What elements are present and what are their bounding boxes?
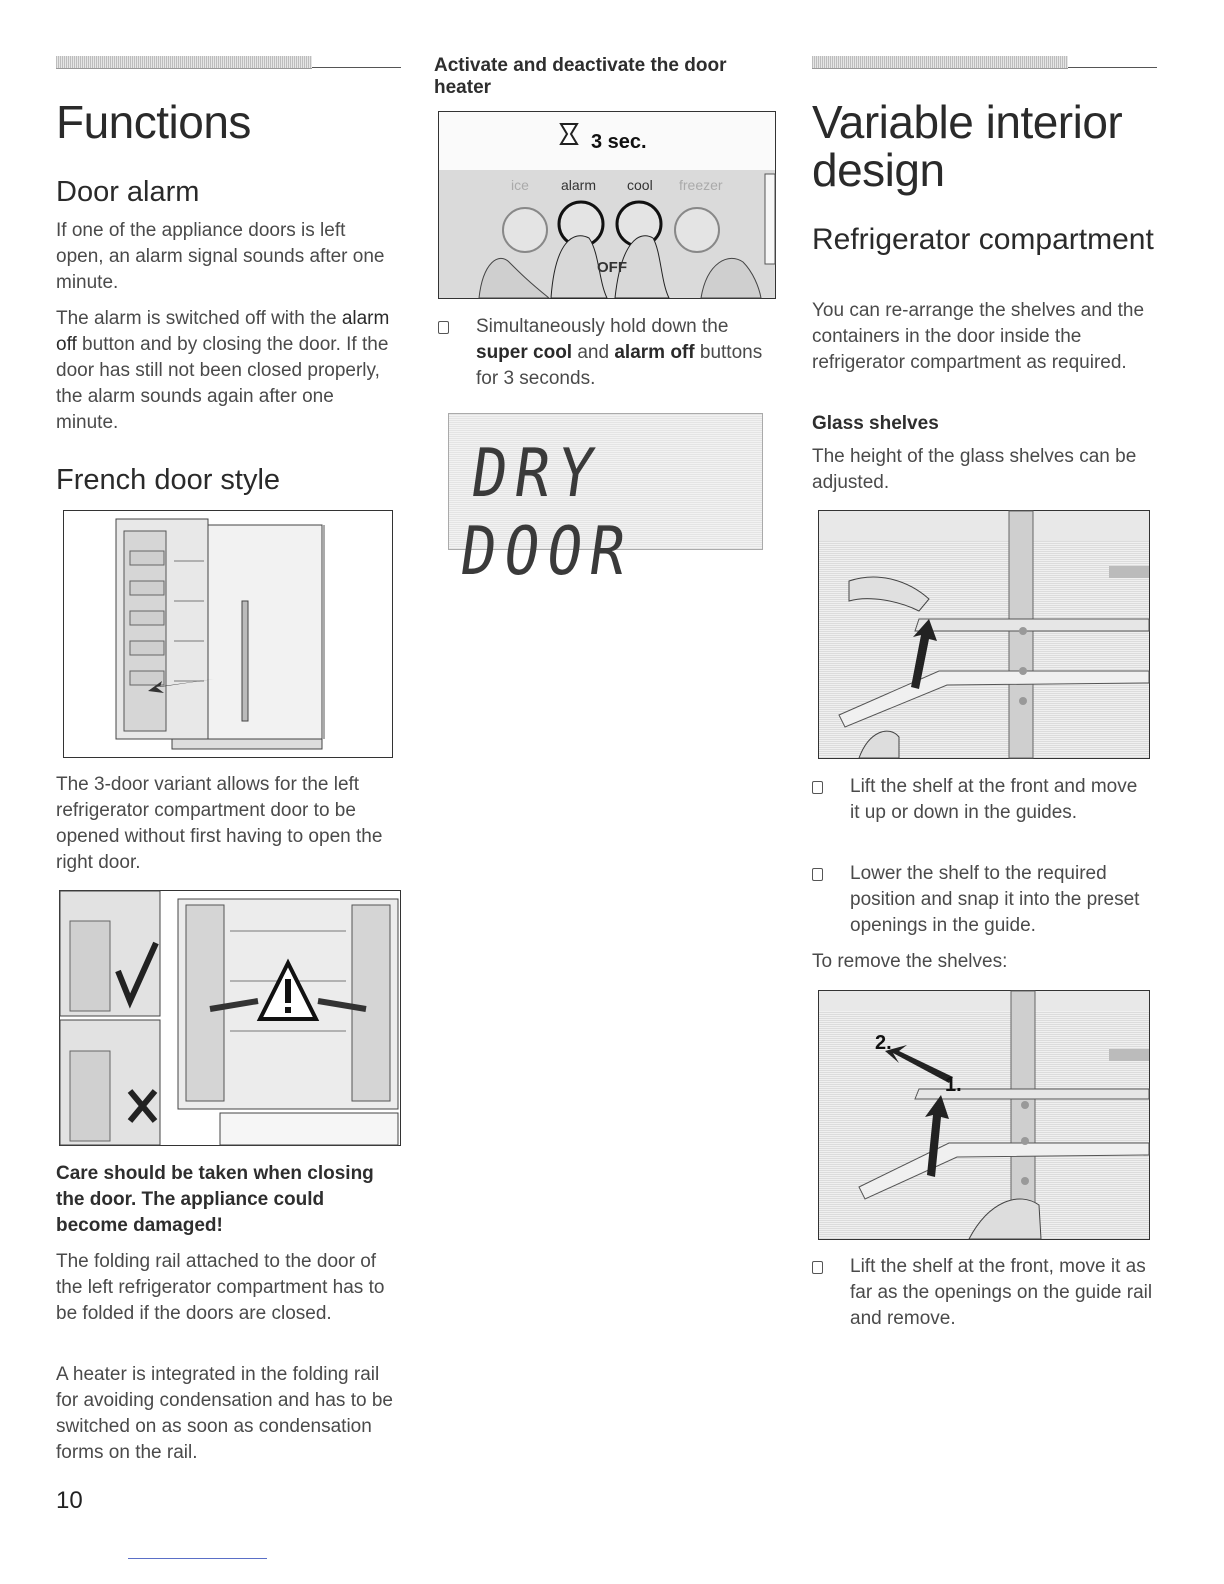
display-text: DRY DOOR (456, 433, 639, 591)
section-rule (56, 56, 401, 68)
french-door-illustration (63, 510, 393, 758)
glass-shelves-heading: Glass shelves (812, 413, 939, 434)
section-title: Variable interior design (812, 96, 1123, 196)
step-label-2: 2. (875, 1032, 892, 1054)
panel-label-freezer: freezer (679, 177, 723, 193)
panel-label-alarm: alarm (561, 177, 597, 193)
timer-label: 3 sec. (591, 131, 647, 153)
french-door-heading: French door style (56, 464, 281, 496)
door-alarm-para1: If one of the appliance doors is left open, an alarm signal sounds after one minute. (56, 220, 385, 293)
shelf-adjust-illustration (818, 510, 1150, 759)
checkbox-bullet-icon (438, 321, 449, 334)
checkbox-bullet-icon (812, 781, 823, 794)
french-door-para2: The folding rail attached to the door of the left refrigerator compartment has to be folded if the doors are closed. (56, 1251, 385, 1324)
refrigerator-heading: Refrigerator compartment (812, 223, 1154, 256)
glass-shelves-para: The height of the glass shelves can be adjusted. (812, 446, 1137, 493)
checkbox-bullet-icon (812, 1261, 823, 1274)
page-number: 10 (56, 1487, 83, 1514)
footer-line (128, 1558, 267, 1559)
panel-label-ice: ice (511, 177, 529, 193)
door-closing-illustration (59, 890, 401, 1146)
caution-text: Care should be taken when closing the door. The appliance could become damaged! (56, 1163, 374, 1236)
door-alarm-heading: Door alarm (56, 176, 200, 208)
remove-shelves-label: To remove the shelves: (812, 951, 1008, 972)
door-heater-heading: Activate and deactivate the door heater (434, 55, 727, 98)
step-label-1: 1. (945, 1074, 962, 1096)
refrigerator-para: You can re-arrange the shelves and the containers in the door inside the refrigerator compartment as required. (812, 300, 1145, 373)
checkbox-bullet-icon (812, 868, 823, 881)
off-label: OFF (597, 259, 627, 276)
section-rule (812, 56, 1157, 68)
page-title: Functions (56, 96, 251, 148)
shelf-removal-illustration (818, 990, 1150, 1240)
french-door-para3: A heater is integrated in the folding rail for avoiding condensation and has to be switched on as soon as condensation forms on the rail. (56, 1364, 393, 1463)
french-door-para1: The 3-door variant allows for the left refrigerator compartment door to be opened without first having to open the right door. (56, 774, 383, 873)
panel-label-cool: cool (627, 177, 653, 193)
dry-door-display (448, 413, 763, 591)
door-alarm-para2: The alarm is switched off with the alarm off button and by closing the door. If the door has still not been closed properly, the alarm sounds again after one minute. (56, 308, 390, 433)
control-panel-illustration (438, 111, 776, 299)
